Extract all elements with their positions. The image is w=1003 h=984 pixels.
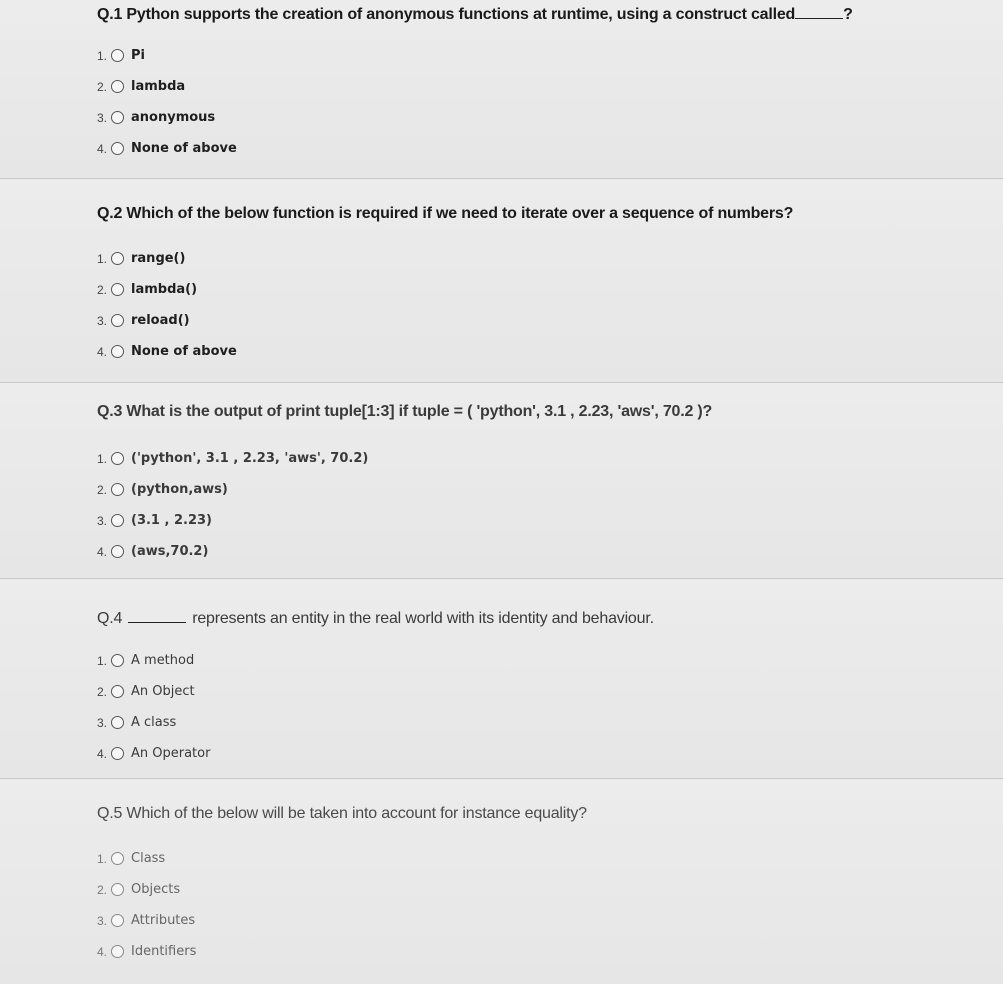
option-label: (python,aws) — [131, 482, 228, 497]
question-4-prompt: represents an entity in the real world with its identity and behaviour. — [192, 610, 654, 627]
question-1-option-3[interactable] — [97, 102, 237, 133]
option-number: 1. — [97, 251, 108, 266]
option-label: range() — [131, 251, 186, 266]
radio-button[interactable] — [111, 314, 124, 327]
radio-button[interactable] — [111, 252, 124, 265]
radio-button[interactable] — [111, 945, 124, 958]
question-2-text: Q.2 Which of the below function is required if we need to iterate over a sequence of numbers? — [97, 205, 794, 222]
option-label: A method — [131, 653, 195, 668]
question-4-number: Q.4 — [97, 610, 123, 627]
option-number: 1. — [97, 451, 108, 466]
option-number: 3. — [97, 110, 108, 125]
option-label: Objects — [131, 882, 181, 897]
question-2-option-2[interactable] — [97, 274, 237, 305]
question-5 — [0, 778, 1003, 984]
radio-button[interactable] — [111, 883, 124, 896]
question-1-prompt: Q.1 Python supports the creation of anonymous functions at runtime, using a construct called — [97, 6, 796, 23]
radio-button[interactable] — [111, 283, 124, 296]
option-label: (aws,70.2) — [131, 544, 209, 559]
question-1-blank — [795, 18, 843, 19]
question-1 — [0, 0, 1003, 178]
question-4-text — [97, 610, 654, 628]
radio-button[interactable] — [111, 852, 124, 865]
option-number: 3. — [97, 513, 108, 528]
radio-button[interactable] — [111, 80, 124, 93]
option-number: 4. — [97, 544, 108, 559]
radio-button[interactable] — [111, 685, 124, 698]
question-4-option-1[interactable] — [97, 645, 210, 676]
question-3-option-4[interactable] — [97, 536, 368, 567]
option-label: (3.1 , 2.23) — [131, 513, 212, 528]
option-label: Class — [131, 851, 166, 866]
question-3-option-3[interactable] — [97, 505, 368, 536]
option-label: A class — [131, 715, 177, 730]
question-3-text: Q.3 What is the output of print tuple[1:3] if tuple = ( 'python', 3.1 , 2.23, 'aws', 70.2 )? — [97, 403, 713, 420]
option-label: An Operator — [131, 746, 211, 761]
question-1-options — [97, 40, 237, 164]
radio-button[interactable] — [111, 111, 124, 124]
question-2 — [0, 178, 1003, 383]
option-label: An Object — [131, 684, 195, 699]
option-number: 1. — [97, 851, 108, 866]
option-number: 2. — [97, 482, 108, 497]
question-3 — [0, 382, 1003, 579]
radio-button[interactable] — [111, 914, 124, 927]
option-label: Pi — [131, 48, 145, 63]
option-label: None of above — [131, 344, 237, 359]
question-3-option-1[interactable] — [97, 443, 368, 474]
option-label: Identifiers — [131, 944, 197, 959]
question-1-text — [97, 6, 853, 24]
option-number: 4. — [97, 344, 108, 359]
option-number: 3. — [97, 313, 108, 328]
question-4-options — [97, 645, 210, 769]
question-2-option-4[interactable] — [97, 336, 237, 367]
question-1-option-1[interactable] — [97, 40, 237, 71]
radio-button[interactable] — [111, 345, 124, 358]
option-number: 3. — [97, 913, 108, 928]
option-number: 2. — [97, 79, 108, 94]
question-5-options — [97, 843, 196, 967]
question-5-option-4[interactable] — [97, 936, 196, 967]
question-3-option-2[interactable] — [97, 474, 368, 505]
radio-button[interactable] — [111, 747, 124, 760]
option-number: 4. — [97, 746, 108, 761]
question-5-option-2[interactable] — [97, 874, 196, 905]
question-5-option-1[interactable] — [97, 843, 196, 874]
radio-button[interactable] — [111, 514, 124, 527]
radio-button[interactable] — [111, 483, 124, 496]
option-number: 4. — [97, 944, 108, 959]
option-number: 2. — [97, 282, 108, 297]
question-3-options — [97, 443, 368, 567]
radio-button[interactable] — [111, 452, 124, 465]
option-number: 1. — [97, 653, 108, 668]
option-number: 3. — [97, 715, 108, 730]
option-label: anonymous — [131, 110, 216, 125]
option-label: ('python', 3.1 , 2.23, 'aws', 70.2) — [131, 451, 369, 466]
question-5-option-3[interactable] — [97, 905, 196, 936]
radio-button[interactable] — [111, 654, 124, 667]
question-4-option-3[interactable] — [97, 707, 210, 738]
question-2-option-3[interactable] — [97, 305, 237, 336]
option-number: 2. — [97, 882, 108, 897]
option-label: Attributes — [131, 913, 196, 928]
radio-button[interactable] — [111, 142, 124, 155]
question-1-option-2[interactable] — [97, 71, 237, 102]
option-label: lambda() — [131, 282, 198, 297]
question-4-option-2[interactable] — [97, 676, 210, 707]
radio-button[interactable] — [111, 545, 124, 558]
question-2-option-1[interactable] — [97, 243, 237, 274]
option-number: 4. — [97, 141, 108, 156]
option-number: 1. — [97, 48, 108, 63]
question-4 — [0, 578, 1003, 779]
option-number: 2. — [97, 684, 108, 699]
question-2-options — [97, 243, 237, 367]
question-1-option-4[interactable] — [97, 133, 237, 164]
option-label: reload() — [131, 313, 190, 328]
radio-button[interactable] — [111, 49, 124, 62]
option-label: lambda — [131, 79, 186, 94]
question-1-suffix: ? — [843, 6, 853, 23]
question-4-blank — [128, 622, 186, 623]
question-5-text: Q.5 Which of the below will be taken into account for instance equality? — [97, 805, 587, 822]
question-4-option-4[interactable] — [97, 738, 210, 769]
radio-button[interactable] — [111, 716, 124, 729]
option-label: None of above — [131, 141, 237, 156]
